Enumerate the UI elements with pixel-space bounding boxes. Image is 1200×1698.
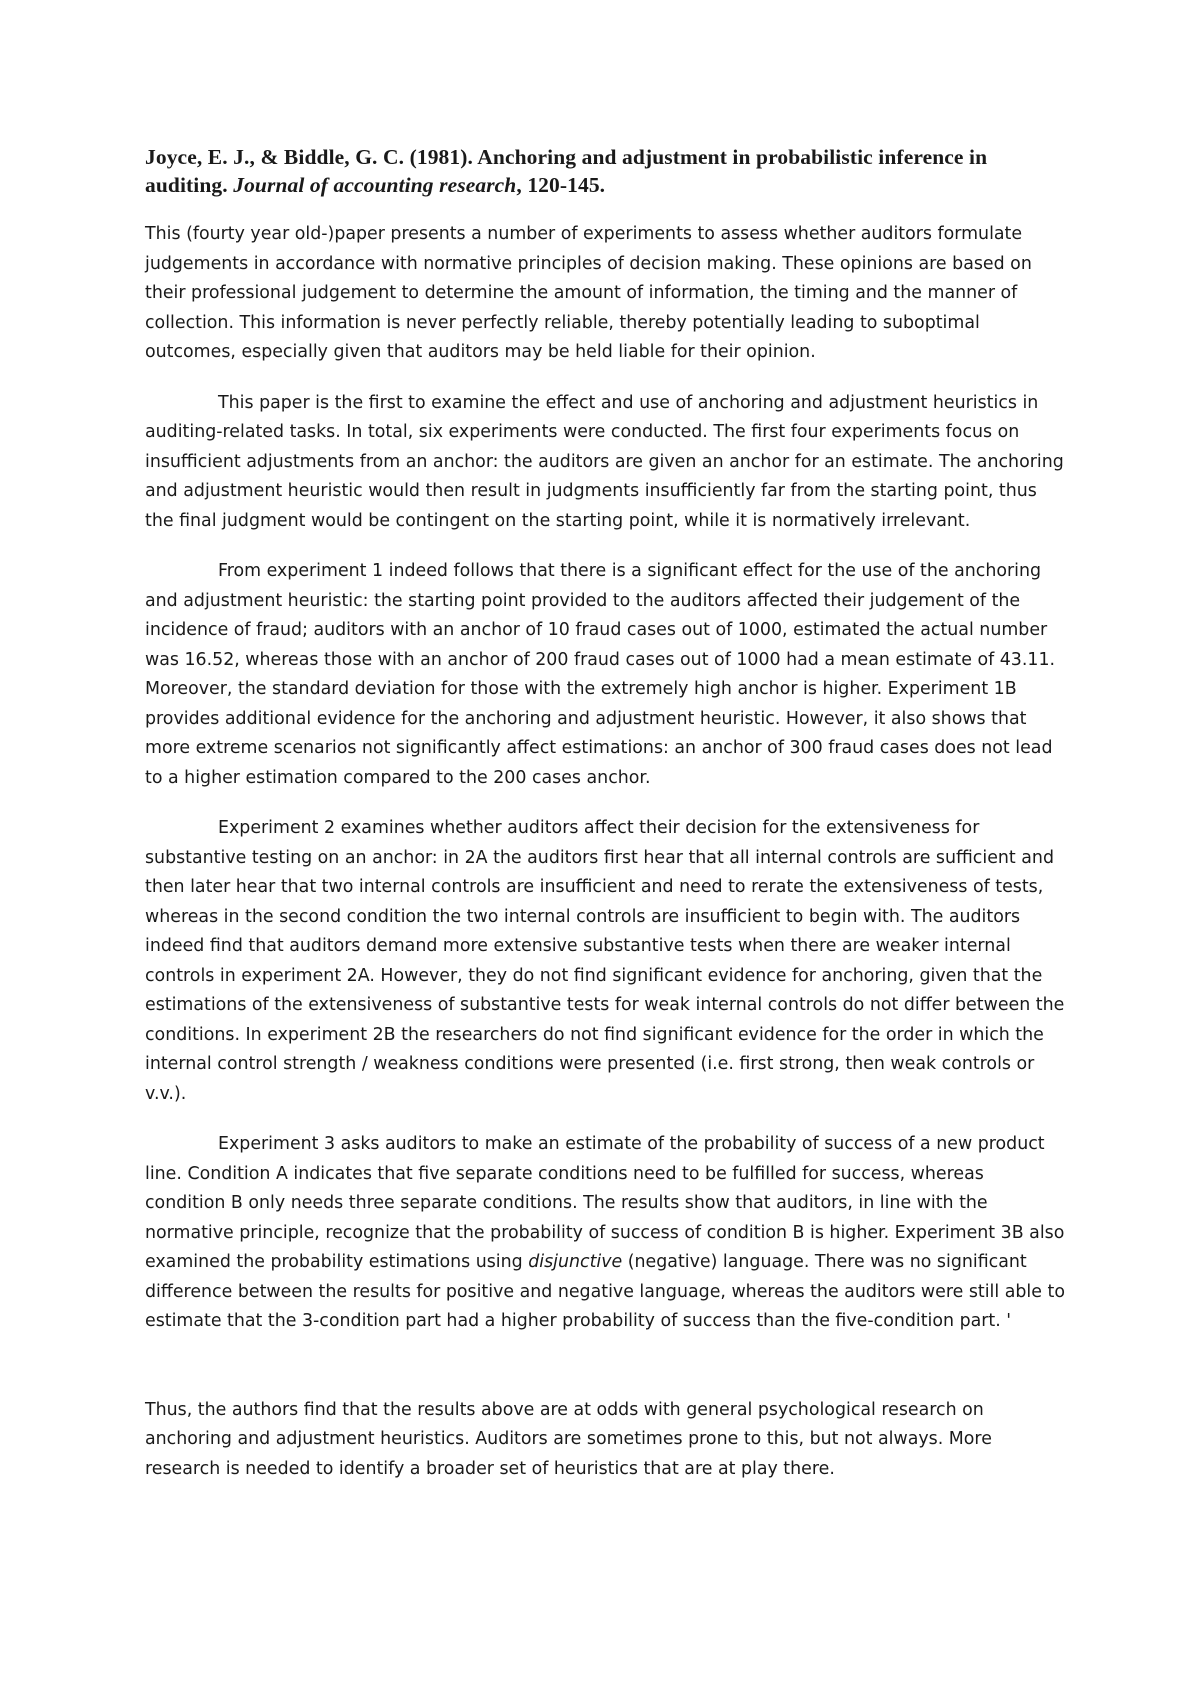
citation-journal: Journal of accounting research <box>233 173 517 197</box>
citation-pages: , 120-145. <box>516 173 606 197</box>
reference-citation <box>145 143 1065 199</box>
document-body <box>145 143 1065 1505</box>
paragraph-experiment-3-text-b: (negative) language. There was no significant difference between the results for positive and negative language, whereas the auditors were still able to estimate that the 3-condition part had a higher probability of success than the five-condition part. ' <box>145 1252 1065 1331</box>
paragraph-experiment-1: From experiment 1 indeed follows that there is a significant effect for the use of the anchoring and adjustment heuristic: the starting point provided to the auditors affected their judgement of the incidence of fraud; auditors with an anchor of 10 fraud cases out of 1000, estimated the actual number was 16.52, whereas those with an anchor of 200 fraud cases out of 1000 had a mean estimate of 43.11. Moreover, the standard deviation for those with the extremely high anchor is higher. Experiment 1B provides additional evidence for the anchoring and adjustment heuristic. However, it also shows that more extreme scenarios not significantly affect estimations: an anchor of 300 fraud cases does not lead to a higher estimation compared to the 200 cases anchor. <box>145 561 1056 788</box>
paragraph-experiment-3-italic: disjunctive <box>528 1252 623 1272</box>
paragraph-first-examination: This paper is the first to examine the effect and use of anchoring and adjustment heuristics in auditing-related tasks. In total, six experiments were conducted. The first four experiments focus on insufficient adjustments from an anchor: the auditors are given an anchor for an estimate. The anchoring and adjustment heuristic would then result in judgments insufficiently far from the starting point, thus the final judgment would be contingent on the starting point, while it is normatively irrelevant. <box>145 392 1064 531</box>
citation-authors-title: Joyce, E. J., & Biddle, G. C. (1981). Anchoring and adjustment in probabilistic inference in auditing. <box>145 145 988 197</box>
paragraph-experiment-3 <box>145 1130 1065 1337</box>
paragraph-experiment-3-text-a: Experiment 3 asks auditors to make an estimate of the probability of success of a new product line. Condition A indicates that five separate conditions need to be fulfilled for success, whereas condition B only needs three separate conditions. The results show that auditors, in line with the normative principle, recognize that the probability of success of condition B is higher. Experiment 3B also examined the probability estimations using <box>145 1134 1065 1272</box>
paragraph-experiment-2: Experiment 2 examines whether auditors affect their decision for the extensiveness for substantive testing on an anchor: in 2A the auditors first hear that all internal controls are sufficient and then later hear that two internal controls are insufficient and need to rerate the extensiveness of tests, whereas in the second condition the two internal controls are insufficient to begin with. The auditors indeed find that auditors demand more extensive substantive tests when there are weaker internal controls in experiment 2A. However, they do not find significant evidence for anchoring, given that the estimations of the extensiveness of substantive tests for weak internal controls do not differ between the conditions. In experiment 2B the researchers do not find significant evidence for the order in which the internal control strength / weakness conditions were presented (i.e. first strong, then weak controls or v.v.). <box>145 818 1065 1104</box>
paragraph-conclusion: Thus, the authors find that the results above are at odds with general psychological research on anchoring and adjustment heuristics. Auditors are sometimes prone to this, but not always. More research is needed to identify a broader set of heuristics that are at play there. <box>145 1399 992 1479</box>
paragraph-intro: This (fourty year old-)paper presents a number of experiments to assess whether auditors formulate judgements in accordance with normative principles of decision making. These opinions are based on their professional judgement to determine the amount of information, the timing and the manner of collection. This information is never perfectly reliable, thereby potentially leading to suboptimal outcomes, especially given that auditors may be held liable for their opinion. <box>145 224 1032 362</box>
